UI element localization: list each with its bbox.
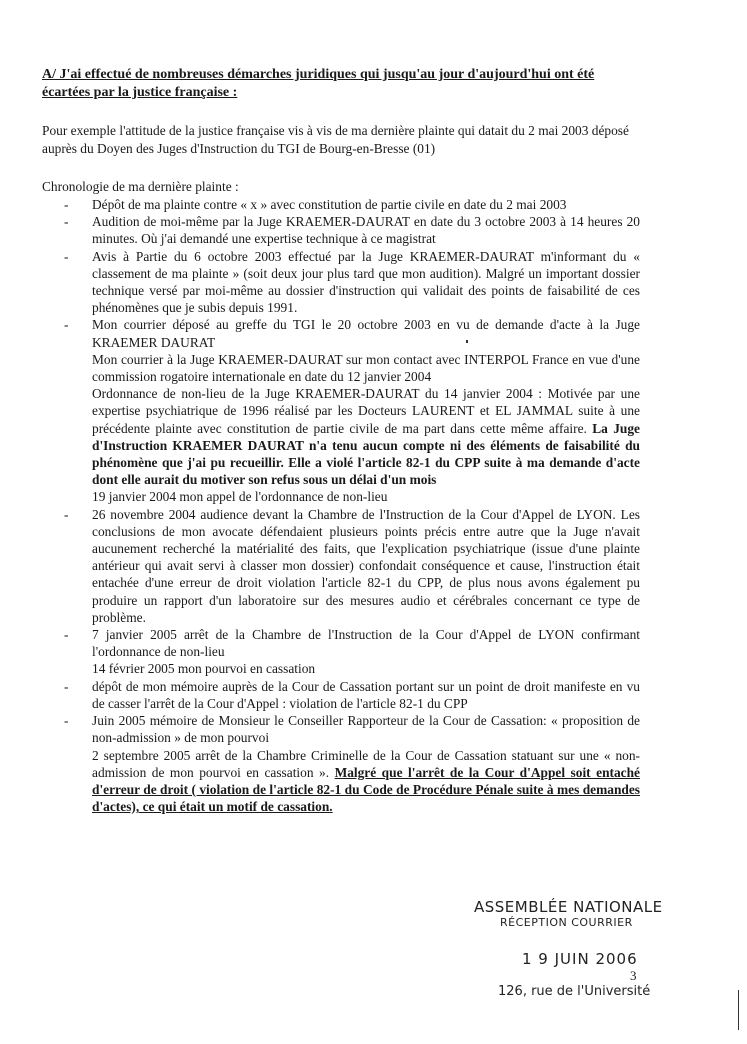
entry-text: 2 septembre 2005 arrêt de la Chambre Criminelle de la Cour de Cassation statuant sur une « non-admission de mon pourvoi en cassation ». (92, 747, 640, 780)
entry-text: Mon courrier à la Juge KRAEMER-DAURAT sur mon contact avec INTERPOL France en vue d'une commission rogatoire internationale en date du 12 janvier 2004 (92, 351, 640, 385)
list-item (42, 213, 640, 247)
scan-speck (466, 340, 468, 343)
list-item (42, 506, 640, 626)
list-item-continuation (42, 351, 640, 385)
entry-text: 19 janvier 2004 mon appel de l'ordonnance de non-lieu (92, 489, 388, 505)
bullet-dash: - (64, 713, 69, 729)
bullet-dash: - (64, 197, 69, 212)
list-item (42, 248, 640, 317)
entry-text: Ordonnance de non-lieu de la Juge KRAEMER-DAURAT du 14 janvier 2004 : Motivée par une expertise psychiatrique de 1996 réalisé par les Docteurs LAURENT et EL JAMMAL suite à une précédente plainte avec constitution de partie civile de ma part dans cette même affaire. (92, 386, 640, 436)
stamp-address: 126, rue de l'Université (498, 984, 651, 999)
list-item-continuation (42, 660, 640, 677)
list-item (42, 712, 640, 746)
page-number: 3 (630, 968, 637, 983)
bullet-dash: - (64, 627, 69, 643)
bullet-dash: - (64, 214, 69, 230)
stamp-institution: ASSEMBLÉE NATIONALE (474, 898, 663, 916)
bullet-dash: - (64, 506, 69, 522)
chronology-list (42, 196, 640, 815)
entry-text: 7 janvier 2005 arrêt de la Chambre de l'Instruction de la Cour d'Appel de LYON confirmant l'ordonnance de non-lieu (92, 627, 640, 660)
entry-text: 26 novembre 2004 audience devant la Chambre de l'Instruction de la Cour d'Appel de LYON. Les conclusions de mon avocate défendaient plusieurs points précis entre autre que la Juge n'avait aucunement recherché la matérialité des faits, que l'explication psychiatrique (issue d'une plainte antérieur qui avait servi à classer mon dossier) confondait conséquence et cause, l'instruction était entachée d'une erreur de droit violation l'article 82-1 du CPP, de plus nous avons également pu produire un rapport d'un laboratoire sur des mesures audio et cérébrales concernant ce type de problème. (92, 506, 640, 625)
bullet-dash: - (64, 248, 69, 264)
entry-text-bold-underlined: Malgré que l'arrêt de la Cour d'Appel soit entaché d'erreur de droit ( violation de l'article 82-1 du Code de Procédure Pénale suite à mes demandes d'actes), ce qui était un motif de cassation. (92, 764, 641, 815)
list-item-continuation (42, 385, 640, 488)
entry-text: Avis à Partie du 6 octobre 2003 effectué par la Juge KRAEMER-DAURAT m'informant du « classement de ma plainte » (soit deux jour plus tard que mon audition). Malgré un important dossier technique versé par moi-même au dossier d'instruction qui validait des points de faisabilité de ces phénomènes que je subis depuis 1991. (92, 248, 640, 316)
entry-text: Juin 2005 mémoire de Monsieur le Conseiller Rapporteur de la Cour de Cassation: « proposition de non-admission » de mon pourvoi (92, 713, 640, 746)
bullet-dash: - (64, 317, 69, 333)
entry-text: Audition de moi-même par la Juge KRAEMER-DAURAT en date du 3 octobre 2003 à 14 heures 20 minutes. Où j'ai demandé une expertise technique à ce magistrat (92, 214, 640, 247)
entry-text: dépôt de mon mémoire auprès de la Cour de Cassation portant sur un point de droit manifeste en vu de casser l'arrêt de la Cour d'Appel : violation de l'article 82-1 du CPP (92, 678, 640, 711)
entry-text: Dépôt de ma plainte contre « x » avec constitution de partie civile en date du 2 mai 2003 (92, 197, 567, 212)
entry-text-bold: La Juge d'Instruction KRAEMER DAURAT n'a tenu aucun compte ni des éléments de faisabilité du phénomène que j'ai pu recueillir. Elle a violé l'article 82-1 du CPP suite à ma demande d'acte dont elle aurait du motiver son refus sous un délai d'un mois (92, 420, 641, 488)
list-item (42, 196, 640, 213)
bullet-dash: - (64, 678, 69, 694)
stamp-department: RÉCEPTION COURRIER (500, 916, 633, 929)
chronology-title: Chronologie de ma dernière plainte : (42, 179, 239, 194)
list-item (42, 316, 640, 350)
entry-text: Mon courrier déposé au greffe du TGI le 20 octobre 2003 en vu de demande d'acte à la Juge KRAEMER DAURAT (92, 317, 640, 350)
intro-paragraph: Pour exemple l'attitude de la justice française vis à vis de ma dernière plainte qui datait du 2 mai 2003 déposé auprès du Doyen des Juges d'Instruction du TGI de Bourg-en-Bresse (01) (42, 123, 629, 156)
stamp-date: 1 9 JUIN 2006 (522, 950, 638, 968)
list-item-continuation (42, 488, 640, 505)
list-item (42, 626, 640, 660)
scan-edge-line (738, 990, 739, 1030)
section-heading: A/ J'ai effectué de nombreuses démarches juridiques qui jusqu'au jour d'aujourd'hui ont été écartées par la justice française : (42, 67, 595, 100)
list-item-continuation (42, 747, 640, 816)
list-item (42, 678, 640, 712)
reception-stamp (474, 898, 674, 930)
entry-text: 14 février 2005 mon pourvoi en cassation (92, 661, 316, 677)
